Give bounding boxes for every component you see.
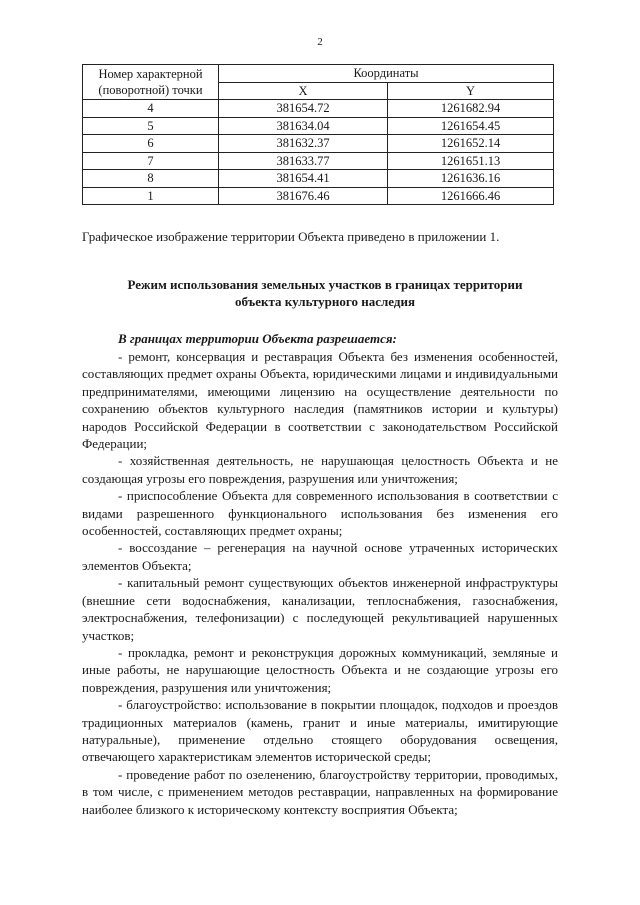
- section-title: [100, 276, 550, 310]
- x-cell: 381633.77: [219, 152, 388, 170]
- header-y: Y: [388, 82, 554, 100]
- y-cell: 1261654.45: [388, 117, 554, 135]
- coordinates-table: [82, 64, 554, 205]
- point-cell: 6: [83, 135, 219, 153]
- x-cell: 381632.37: [219, 135, 388, 153]
- y-cell: 1261636.16: [388, 170, 554, 188]
- table-row: [83, 170, 554, 188]
- graphic-note: Графическое изображение территории Объекта приведено в приложении 1.: [82, 229, 500, 244]
- point-cell: 7: [83, 152, 219, 170]
- x-cell: 381654.41: [219, 170, 388, 188]
- header-x: X: [219, 82, 388, 100]
- y-cell: 1261666.46: [388, 187, 554, 205]
- point-cell: 8: [83, 170, 219, 188]
- point-cell: 4: [83, 100, 219, 118]
- header-point: Номер характерной (поворотной) точки: [83, 65, 219, 100]
- table-row: [83, 100, 554, 118]
- section-title-line2: объекта культурного наследия: [235, 294, 415, 309]
- y-cell: 1261652.14: [388, 135, 554, 153]
- point-cell: 5: [83, 117, 219, 135]
- list-item: - капитальный ремонт существующих объектов инженерной инфраструктуры (внешние сети водоснабжения, канализации, теплоснабжения, газоснабжения, электроснабжения, телефонизации) с последующей рекультивацией нарушенных участков;: [82, 575, 558, 643]
- x-cell: 381634.04: [219, 117, 388, 135]
- x-cell: 381676.46: [219, 187, 388, 205]
- list-item: - приспособление Объекта для современного использования в соответствии с видами разрешенного функционального использования без изменения его особенностей, составляющих предмет охраны;: [82, 488, 558, 539]
- permitted-list: [82, 348, 558, 818]
- list-item: - ремонт, консервация и реставрация Объекта без изменения особенностей, составляющих предмет охраны Объекта, юридическими лицами и индивидуальными предпринимателями, имеющими лицензию на осуществление деятельности по сохранению объектов культурного наследия (памятников истории и культуры) народов Российской Федерации в соответствии с законодательством Российской Федерации;: [82, 349, 558, 452]
- list-item: - проведение работ по озеленению, благоустройству территории, проводимых, в том числе, с применением методов реставрации, направленных на формирование наиболее близкого к историческому контексту восприятия Объекта;: [82, 766, 558, 817]
- list-item: - воссоздание – регенерация на научной основе утраченных исторических элементов Объекта;: [82, 540, 558, 573]
- table-row: [83, 135, 554, 153]
- header-coordinates: Координаты: [219, 65, 554, 83]
- y-cell: 1261682.94: [388, 100, 554, 118]
- table-row: [83, 117, 554, 135]
- list-item: - хозяйственная деятельность, не нарушающая целостность Объекта и не создающая угрозы его повреждения, разрушения или уничтожения;: [82, 453, 558, 486]
- x-cell: 381654.72: [219, 100, 388, 118]
- permitted-heading: В границах территории Объекта разрешается:: [118, 331, 397, 346]
- list-item: - благоустройство: использование в покрытии площадок, подходов и проездов традиционных материалов (камень, гранит и иные материалы, имитирующие натуральные), применение отдельно стоящего оборудования освещения, отвечающего характеристикам элементов исторической среды;: [82, 697, 558, 765]
- page-number: 2: [317, 36, 323, 48]
- section-title-line1: Режим использования земельных участков в границах территории: [127, 277, 523, 292]
- list-item: - прокладка, ремонт и реконструкция дорожных коммуникаций, земляные и иные работы, не нарушающие целостность Объекта и не создающие угрозы его повреждения, разрушения или уничтожения;: [82, 644, 558, 695]
- point-cell: 1: [83, 187, 219, 205]
- table-row: [83, 152, 554, 170]
- y-cell: 1261651.13: [388, 152, 554, 170]
- table-row: [83, 187, 554, 205]
